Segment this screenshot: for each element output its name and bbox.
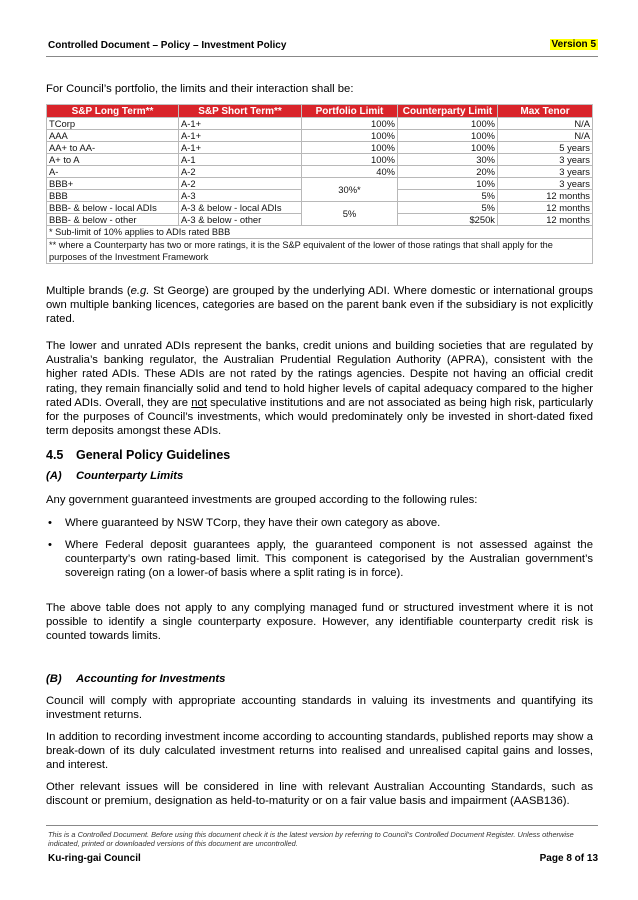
cell-short-term: A-1+ xyxy=(179,118,302,130)
multiple-brands-paragraph xyxy=(46,284,593,327)
lower-unrated-text-end: speculative institutions and are not associated as being high risk, particularly for the purposes of Council’s investments, which would predominately only be invested in short-dated fixed term deposits amongst these ADIs. xyxy=(46,396,593,438)
footer-divider xyxy=(46,825,598,826)
table-row xyxy=(47,178,593,190)
table-row xyxy=(47,142,593,154)
cell-short-term: A-2 xyxy=(179,178,302,190)
bullet-marker: • xyxy=(48,539,52,551)
cell-max-tenor: 3 years xyxy=(498,166,593,178)
cell-counterparty-limit: 20% xyxy=(398,166,498,178)
cell-max-tenor: 3 years xyxy=(498,154,593,166)
col-header-long-term: S&P Long Term** xyxy=(47,105,179,118)
cell-portfolio-limit: 100% xyxy=(302,130,398,142)
cell-long-term: TCorp xyxy=(47,118,179,130)
cell-portfolio-limit: 100% xyxy=(302,118,398,130)
table-row xyxy=(47,130,593,142)
cell-max-tenor: 12 months xyxy=(498,202,593,214)
cell-counterparty-limit: 5% xyxy=(398,202,498,214)
table-row xyxy=(47,118,593,130)
underlined-not: not xyxy=(191,396,207,409)
cell-max-tenor: N/A xyxy=(498,118,593,130)
cell-portfolio-limit: 40% xyxy=(302,166,398,178)
cell-counterparty-limit: 10% xyxy=(398,178,498,190)
intro-paragraph: For Council’s portfolio, the limits and their interaction shall be: xyxy=(46,83,354,95)
cell-short-term: A-3 xyxy=(179,190,302,202)
cell-max-tenor: N/A xyxy=(498,130,593,142)
cell-long-term: BBB- & below - local ADIs xyxy=(47,202,179,214)
table-row xyxy=(47,202,593,214)
controlled-document-notice: This is a Controlled Document. Before using this document check it is the latest version by referring to Council’s Controlled Document Register. Unless otherwise indicated, printed or downloaded versions of this document are uncontrolled. xyxy=(48,830,574,848)
cell-portfolio-limit: 100% xyxy=(302,154,398,166)
page-header xyxy=(46,40,598,54)
subsection-a-heading xyxy=(46,470,183,482)
lower-unrated-paragraph xyxy=(46,339,593,438)
cell-counterparty-limit: 100% xyxy=(398,130,498,142)
multiple-brands-text-end: St George) are grouped by the underlying ADI. Where domestic or international groups own multiple banking licences, categories are based on the parent bank even if the subsidiary is not explicitly rated. xyxy=(46,285,593,326)
cell-counterparty-limit: 100% xyxy=(398,142,498,154)
bullet-text: Where Federal deposit guarantees apply, the guaranteed component is not assessed against the counterparty’s own rating-based limit. This component is categorised by the Australian government’s sovereign rating (on a lower-of basis where a split rating is in force). xyxy=(65,539,593,580)
table-applicability-paragraph: The above table does not apply to any complying managed fund or structured investment where it is not possible to identify a single counterparty exposure. However, any identifiable counterparty credit risk is counted towards limits. xyxy=(46,602,593,643)
bullet-text: Where guaranteed by NSW TCorp, they have their own category as above. xyxy=(65,517,441,529)
document-title: Controlled Document – Policy – Investment Policy xyxy=(48,40,287,51)
table-row xyxy=(47,154,593,166)
section-heading xyxy=(46,448,230,462)
cell-max-tenor: 5 years xyxy=(498,142,593,154)
lower-unrated-text-start: The lower and unrated ADIs represent the banks, credit unions and building societies that are regulated by Australia’s banking regulator, the Australian Prudential Regulation Authority (APRA), consistent with the higher rated ADIs. These ADIs are not rated by the ratings agencies. Despite not having an official credit rating, they remain financially solid and tend to hold higher levels of capital adequacy compared to the higher rated ADIs. Overall, they are xyxy=(46,340,593,409)
version-badge: Version 5 xyxy=(551,39,596,50)
table-note-ratings: ** where a Counterparty has two or more ratings, it is the S&P equivalent of the lower of those ratings that shall apply for the purposes of the Investment Framework xyxy=(47,239,593,264)
multiple-brands-text-start: Multiple brands ( xyxy=(46,285,131,297)
cell-max-tenor: 12 months xyxy=(498,214,593,226)
cell-long-term: AAA xyxy=(47,130,179,142)
cell-counterparty-limit: 5% xyxy=(398,190,498,202)
cell-short-term: A-1+ xyxy=(179,142,302,154)
cell-portfolio-limit-merged: 30%* xyxy=(302,178,398,202)
council-name: Ku-ring-gai Council xyxy=(48,853,141,864)
subsection-b-heading xyxy=(46,673,225,685)
table-note-sublimit: * Sub-limit of 10% applies to ADIs rated BBB xyxy=(47,226,593,239)
cell-short-term: A-2 xyxy=(179,166,302,178)
cell-max-tenor: 12 months xyxy=(498,190,593,202)
subsection-a-title: Counterparty Limits xyxy=(76,470,184,482)
other-issues-paragraph: Other relevant issues will be considered in line with relevant Australian Accounting Standards, such as discount or premium, designation as held-to-maturity or on a fair value basis and impairment (AASB136). xyxy=(46,781,593,808)
cell-counterparty-limit: 100% xyxy=(398,118,498,130)
cell-portfolio-limit: 100% xyxy=(302,142,398,154)
col-header-short-term: S&P Short Term** xyxy=(179,105,302,118)
section-title: General Policy Guidelines xyxy=(76,448,231,462)
subsection-b-number: (B) xyxy=(46,673,62,685)
cell-long-term: BBB+ xyxy=(47,178,179,190)
grouping-paragraph: Any government guaranteed investments are grouped according to the following rules: xyxy=(46,494,478,506)
cell-short-term: A-1+ xyxy=(179,130,302,142)
page-number: Page 8 of 13 xyxy=(539,853,598,864)
subsection-a-number: (A) xyxy=(46,470,62,482)
cell-max-tenor: 3 years xyxy=(498,178,593,190)
investment-income-paragraph: In addition to recording investment income according to accounting standards, published reports may show a break-down of its duly calculated investment returns into realised and unrealised capital gains and losses, and interest. xyxy=(46,731,593,772)
cell-portfolio-limit-merged: 5% xyxy=(302,202,398,226)
bullet-marker: • xyxy=(48,517,52,529)
col-header-portfolio-limit: Portfolio Limit xyxy=(302,105,398,118)
col-header-counterparty-limit: Counterparty Limit xyxy=(398,105,498,118)
section-number: 4.5 xyxy=(46,448,64,462)
cell-long-term: AA+ to AA- xyxy=(47,142,179,154)
header-divider xyxy=(46,56,598,57)
cell-counterparty-limit: $250k xyxy=(398,214,498,226)
cell-short-term: A-3 & below - other xyxy=(179,214,302,226)
table-header-row xyxy=(47,105,593,118)
limits-table xyxy=(46,104,593,264)
cell-counterparty-limit: 30% xyxy=(398,154,498,166)
list-item xyxy=(46,538,593,581)
cell-long-term: A+ to A xyxy=(47,154,179,166)
cell-long-term: BBB xyxy=(47,190,179,202)
cell-short-term: A-3 & below - local ADIs xyxy=(179,202,302,214)
eg-abbreviation: e.g. xyxy=(130,285,150,297)
accounting-standards-paragraph: Council will comply with appropriate accounting standards in valuing its investments and quantifying its investment returns. xyxy=(46,695,593,722)
table-note-row xyxy=(47,239,593,264)
table-note-row xyxy=(47,226,593,239)
subsection-b-title: Accounting for Investments xyxy=(76,673,226,685)
cell-long-term: A- xyxy=(47,166,179,178)
cell-short-term: A-1 xyxy=(179,154,302,166)
cell-long-term: BBB- & below - other xyxy=(47,214,179,226)
list-item xyxy=(46,516,593,530)
col-header-max-tenor: Max Tenor xyxy=(498,105,593,118)
table-row xyxy=(47,166,593,178)
